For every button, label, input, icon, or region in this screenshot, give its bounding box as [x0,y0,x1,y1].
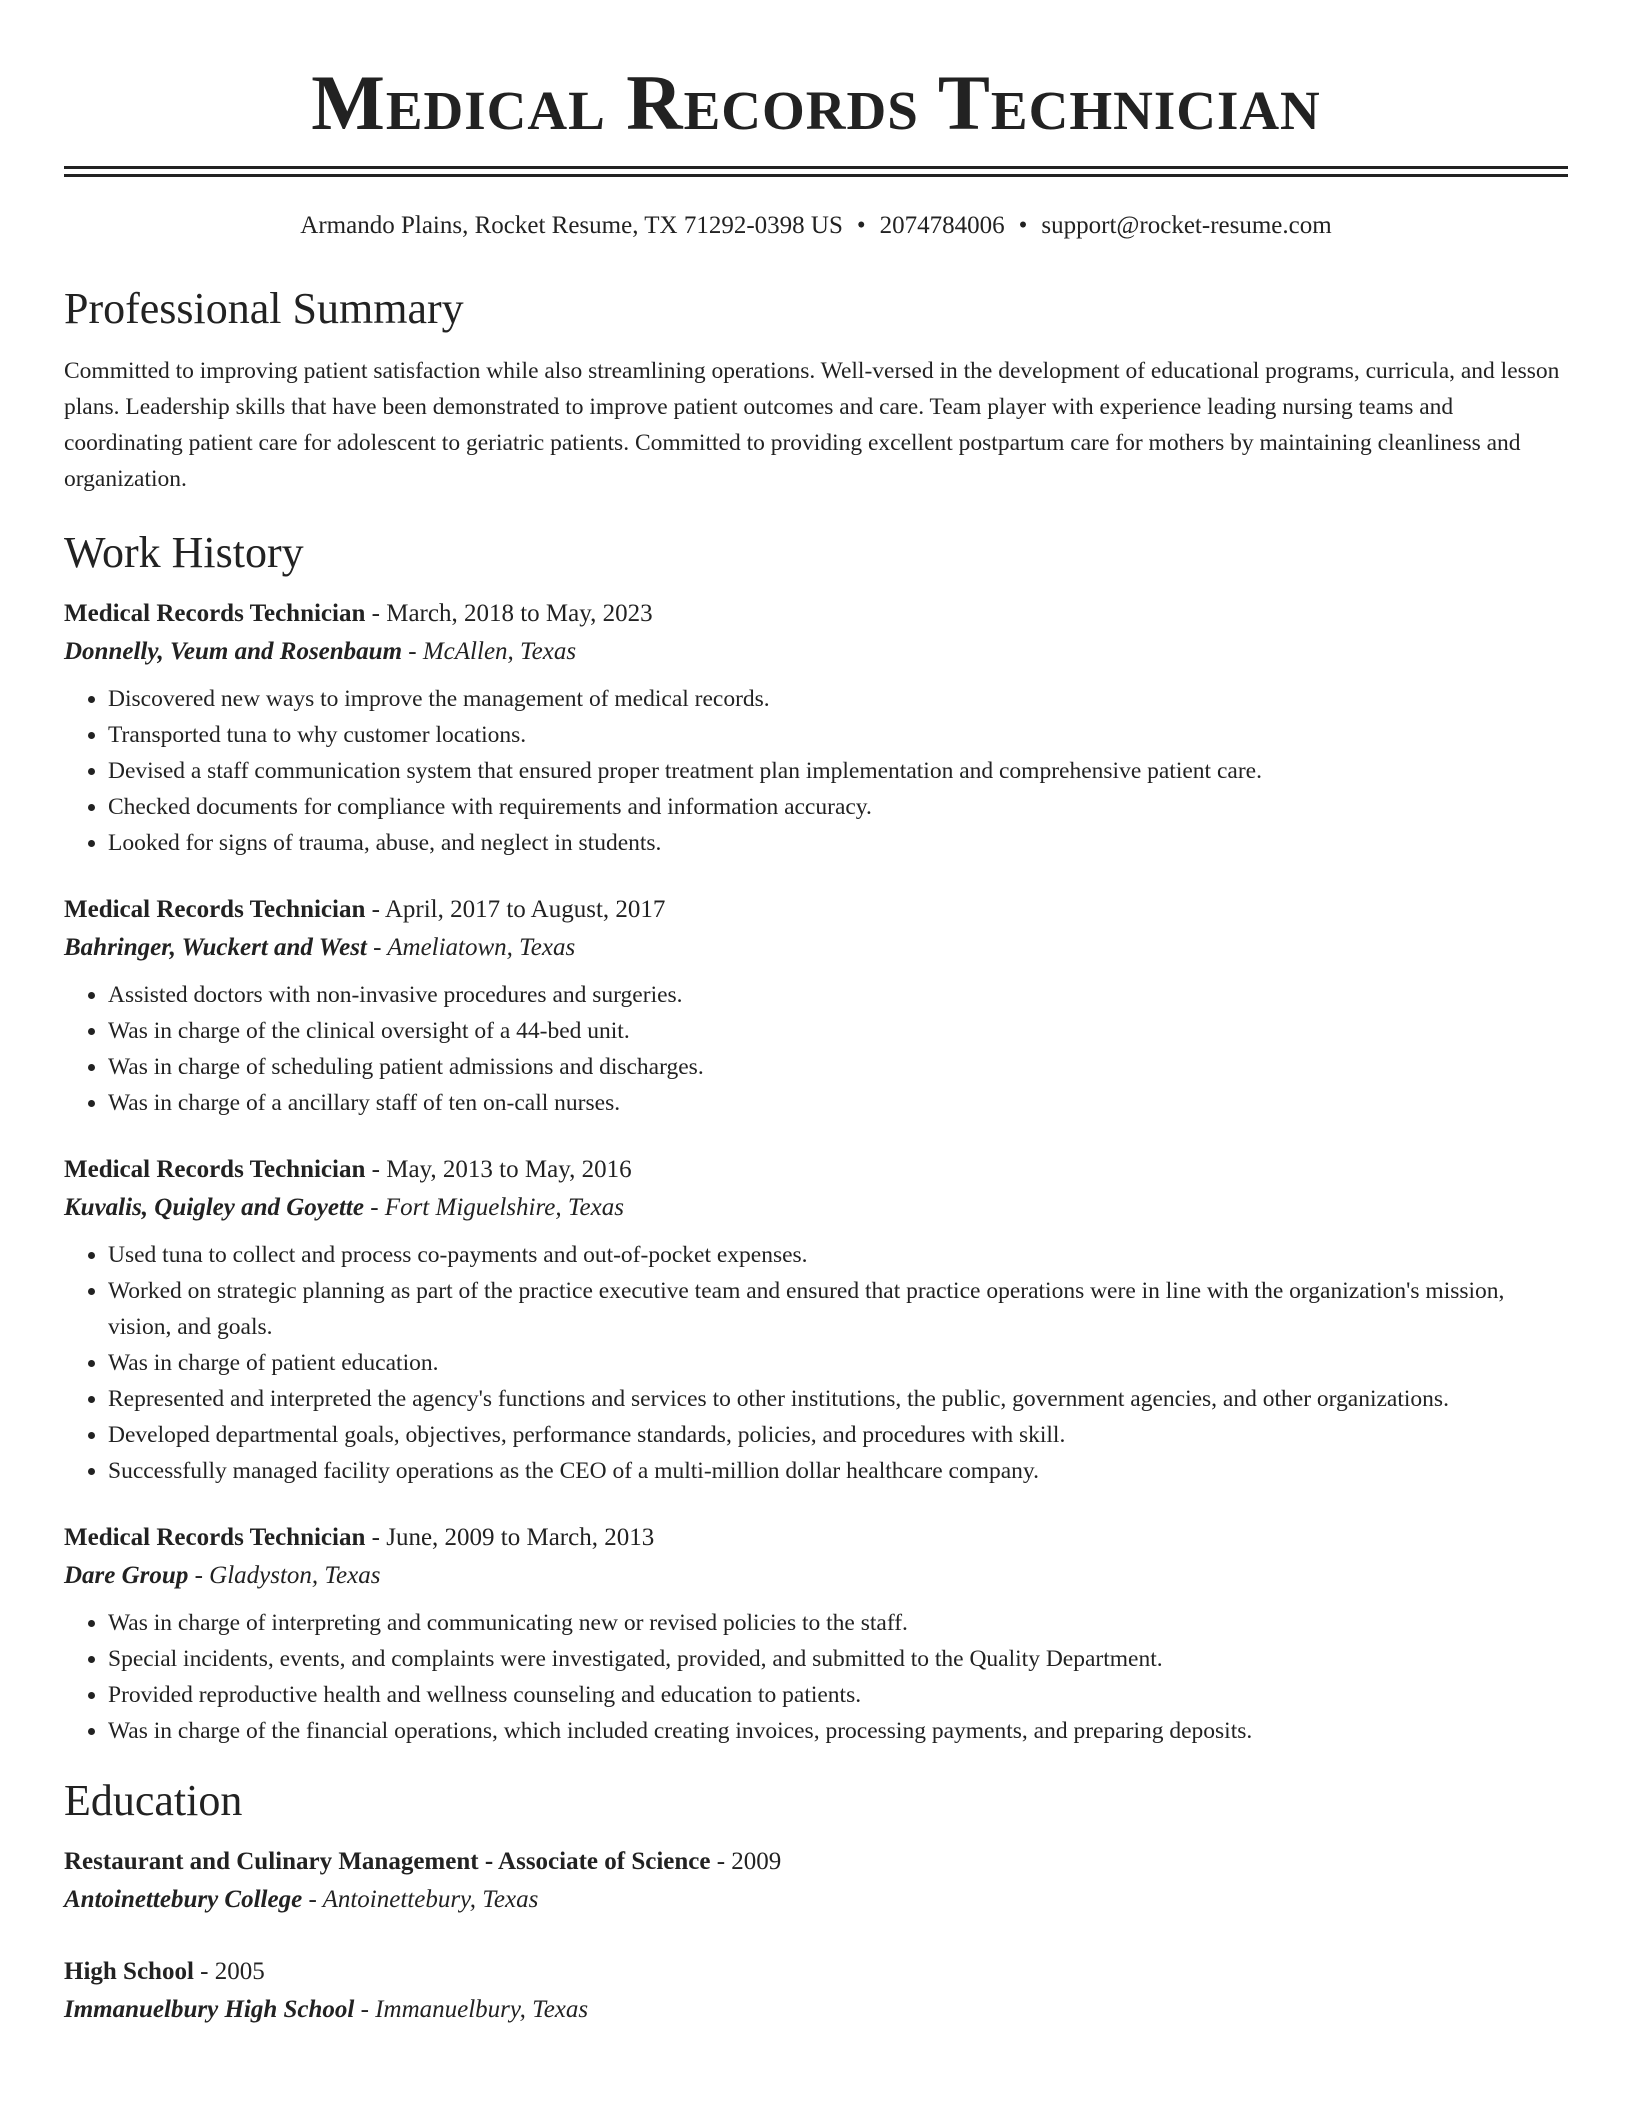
job-entry [64,1151,1568,1489]
education-entry [64,1843,1568,1919]
job-dates: - May, 2013 to May, 2016 [365,1156,632,1183]
job-company: Bahringer, Wuckert and West [64,934,367,961]
job-title: Medical Records Technician [64,1156,366,1183]
job-duty-item: • Successfully managed facility operations as the CEO of a multi-million dollar healthcare company. [108,1453,1568,1489]
contact-separator: • [856,212,866,239]
degree-line [64,1843,1568,1881]
job-duty-item: • Was in charge of patient education. [108,1345,1568,1381]
job-title-line [64,1519,1568,1557]
title-divider [64,166,1568,177]
degree-name: High School [64,1958,194,1985]
job-location: - Ameliatown, Texas [366,934,576,961]
job-dates: - June, 2009 to March, 2013 [365,1524,655,1551]
contact-email: support@rocket-resume.com [1041,212,1332,239]
job-title: Medical Records Technician [64,600,366,627]
job-duty-item: • Used tuna to collect and process co-payments and out-of-pocket expenses. [108,1237,1568,1273]
job-company-line [64,929,1568,967]
job-duty-item: • Looked for signs of trauma, abuse, and neglect in students. [108,825,1568,861]
job-duty-item: • Was in charge of the clinical oversight of a 44-bed unit. [108,1013,1568,1049]
job-location: - Fort Miguelshire, Texas [363,1194,624,1221]
education-heading: Education [64,1776,243,1825]
job-company-line [64,1189,1568,1227]
contact-phone: 2074784006 [879,212,1005,239]
degree-name: Restaurant and Culinary Management - Associate of Science [64,1848,711,1875]
school-line [64,1991,1568,2029]
job-title-line [64,1151,1568,1189]
school-name: Immanuelbury High School [64,1996,355,2023]
school-location: - Antoinettebury, Texas [302,1886,539,1913]
job-duties-list [64,1605,1568,1749]
education-entry [64,1953,1568,2029]
job-duties-list [64,1237,1568,1489]
job-title: Medical Records Technician [64,896,366,923]
degree-line [64,1953,1568,1991]
job-title-line [64,891,1568,929]
degree-year: - 2005 [193,1958,265,1985]
job-entry [64,595,1568,861]
job-duty-item: • Provided reproductive health and wellness counseling and education to patients. [108,1677,1568,1713]
job-company-line [64,1557,1568,1595]
work-history-heading: Work History [64,528,304,577]
job-company: Dare Group [64,1562,189,1589]
job-duty-item: • Was in charge of interpreting and communicating new or revised policies to the staff. [108,1605,1568,1641]
school-name: Antoinettebury College [64,1886,303,1913]
job-duty-item: • Assisted doctors with non-invasive procedures and surgeries. [108,977,1568,1013]
job-title: Medical Records Technician [64,1524,366,1551]
job-duty-item: • Represented and interpreted the agency's functions and services to other institutions, the public, government agencies, and other organizations. [108,1381,1568,1417]
job-dates: - April, 2017 to August, 2017 [365,896,666,923]
job-location: - Gladyston, Texas [188,1562,381,1589]
job-duty-item: • Devised a staff communication system that ensured proper treatment plan implementation and comprehensive patient care. [108,753,1568,789]
summary-text: Committed to improving patient satisfaction while also streamlining operations. Well-versed in the development of educational programs, curricula, and lesson plans. Leadership skills that have been demonstrated to improve patient outcomes and care. Team player with experience leading nursing teams and coordinating patient care for adolescent to geriatric patients. Committed to providing excellent postpartum care for mothers by maintaining cleanliness and organization. [64,358,1560,492]
job-duty-item: • Checked documents for compliance with requirements and information accuracy. [108,789,1568,825]
job-entry [64,1519,1568,1749]
job-duty-item: • Special incidents, events, and complaints were investigated, provided, and submitted to the Quality Department. [108,1641,1568,1677]
job-title-line [64,595,1568,633]
contact-separator: • [1018,212,1028,239]
job-company: Donnelly, Veum and Rosenbaum [64,638,403,665]
job-dates: - March, 2018 to May, 2023 [365,600,653,627]
job-duty-item: • Was in charge of a ancillary staff of ten on-call nurses. [108,1085,1568,1121]
job-duties-list [64,977,1568,1121]
job-duty-item: • Worked on strategic planning as part of the practice executive team and ensured that practice operations were in line with the organization's mission, vision, and goals. [108,1273,1568,1345]
job-company: Kuvalis, Quigley and Goyette [64,1194,364,1221]
job-duty-item: • Was in charge of scheduling patient admissions and discharges. [108,1049,1568,1085]
job-duty-item: • Discovered new ways to improve the management of medical records. [108,681,1568,717]
job-duty-item: • Was in charge of the financial operations, which included creating invoices, processing payments, and preparing deposits. [108,1713,1568,1749]
job-company-line [64,633,1568,671]
job-duty-item: • Developed departmental goals, objectives, performance standards, policies, and procedures with skill. [108,1417,1568,1453]
job-entry [64,891,1568,1121]
contact-line [64,209,1568,243]
job-duty-item: • Transported tuna to why customer locations. [108,717,1568,753]
school-line [64,1881,1568,1919]
resume-title: Medical Records Technician [311,59,1321,146]
job-duties-list [64,681,1568,861]
summary-heading: Professional Summary [64,284,464,333]
job-location: - McAllen, Texas [402,638,577,665]
school-location: - Immanuelbury, Texas [354,1996,589,2023]
contact-address: Armando Plains, Rocket Resume, TX 71292-0398 US [300,212,843,239]
degree-year: - 2009 [710,1848,782,1875]
